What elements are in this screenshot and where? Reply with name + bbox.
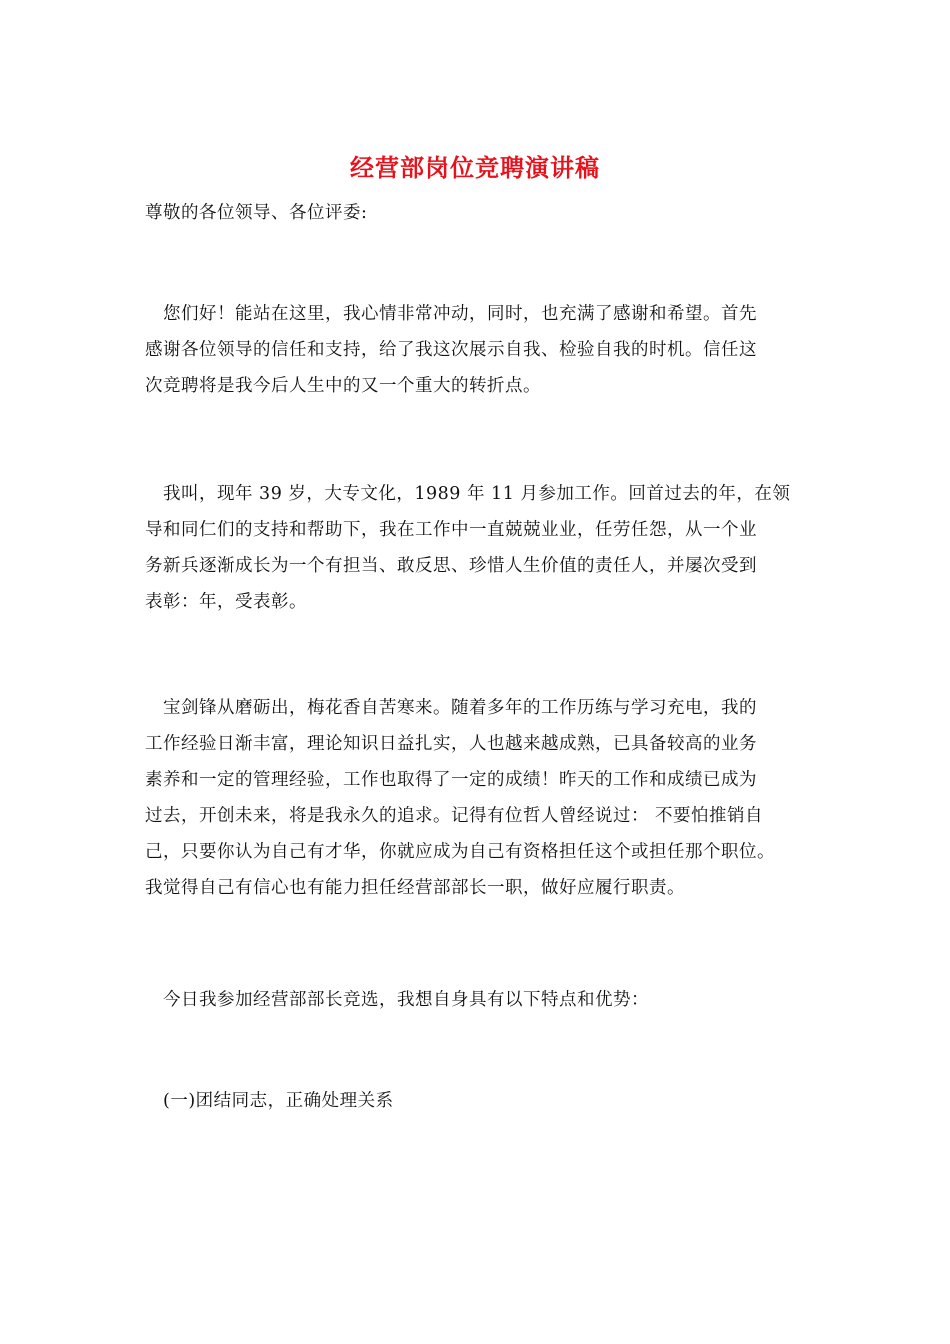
paragraph-line: 您们好！能站在这里，我心情非常冲动，同时，也充满了感谢和希望。首先 — [145, 304, 757, 324]
paragraph-introduction — [145, 476, 810, 620]
paragraph-line: (一)团结同志，正确处理关系 — [145, 1091, 394, 1111]
paragraph-line: 次竞聘将是我今后人生中的又一个重大的转折点。 — [145, 376, 541, 396]
salutation: 尊敬的各位领导、各位评委: — [145, 203, 368, 223]
paragraph-line: 宝剑锋从磨砺出，梅花香自苦寒来。随着多年的工作历练与学习充电，我的 — [145, 698, 757, 718]
paragraph-line: 表彰：年，受表彰。 — [145, 592, 307, 612]
paragraph-line: 己，只要你认为自己有才华，你就应成为自己有资格担任这个或担任那个职位。 — [145, 842, 775, 862]
paragraph-line: 工作经验日渐丰富，理论知识日益扎实，人也越来越成熟，已具备较高的业务 — [145, 734, 757, 754]
section-heading-unity — [145, 1083, 810, 1119]
paragraph-line: 今日我参加经营部部长竞选，我想自身具有以下特点和优势： — [145, 990, 649, 1010]
paragraph-line: 素养和一定的管理经验，工作也取得了一定的成绩！昨天的工作和成绩已成为 — [145, 770, 757, 790]
paragraph-greeting — [145, 296, 810, 404]
paragraph-line: 导和同仁们的支持和帮助下，我在工作中一直兢兢业业，任劳任怨，从一个业 — [145, 520, 757, 540]
paragraph-line: 务新兵逐渐成长为一个有担当、敢反思、珍惜人生价值的责任人，并屡次受到 — [145, 556, 757, 576]
paragraph-line: 过去，开创未来，将是我永久的追求。记得有位哲人曾经说过： 不要怕推销自 — [145, 806, 764, 826]
paragraph-line: 感谢各位领导的信任和支持，给了我这次展示自我、检验自我的时机。信任这 — [145, 340, 757, 360]
paragraph-line: 我叫，现年 39 岁，大专文化，1989 年 11 月参加工作。回首过去的年，在领 — [145, 484, 791, 504]
paragraph-advantages-intro — [145, 982, 810, 1018]
paragraph-experience — [145, 690, 810, 906]
paragraph-line: 我觉得自己有信心也有能力担任经营部部长一职，做好应履行职责。 — [145, 878, 685, 898]
document-title: 经营部岗位竞聘演讲稿 — [350, 153, 600, 182]
